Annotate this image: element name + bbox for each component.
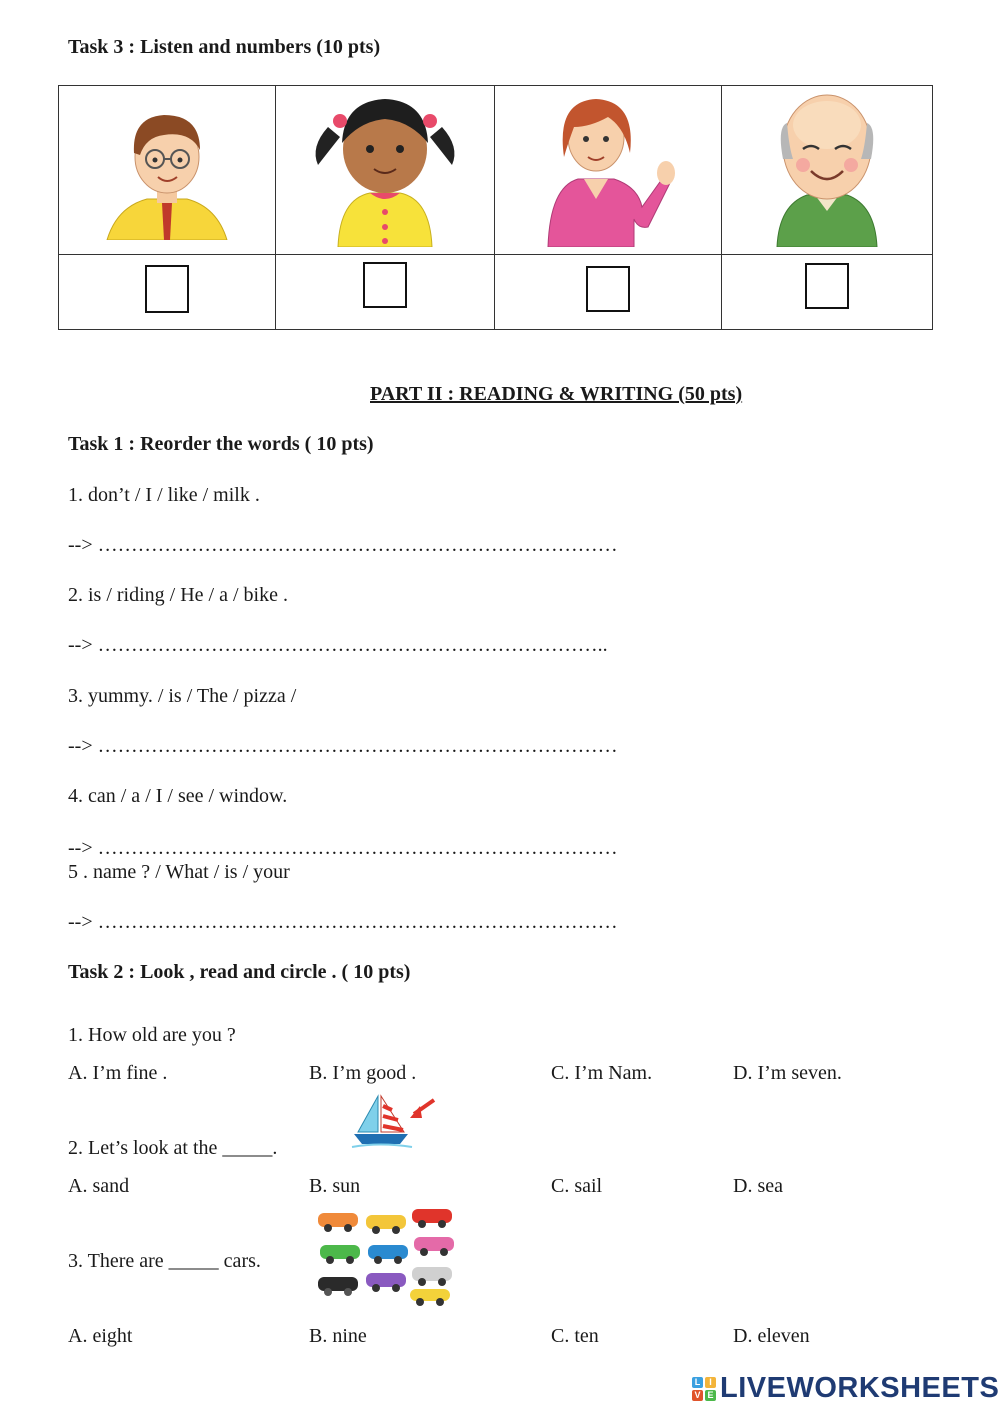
car-icon: [366, 1273, 406, 1292]
liveworksheets-logo-text: LIVEWORKSHEETS: [720, 1372, 1000, 1404]
sailboat-picture: [350, 1092, 440, 1150]
boy-with-glasses-picture: [102, 95, 232, 240]
task1-prompt-3: 3. yummy. / is / The / pizza /: [68, 685, 297, 707]
task1-answer-line-4[interactable]: --> ……………………………………………………………………: [68, 837, 618, 859]
cars-picture: [314, 1205, 459, 1307]
liveworksheets-logo-icon: L I V E: [692, 1377, 716, 1401]
task2-q3-option-b[interactable]: B. nine: [309, 1325, 367, 1347]
task1-answer-line-3[interactable]: --> ……………………………………………………………………: [68, 735, 618, 757]
answer-cell-1: [59, 255, 276, 330]
task2-question-1: 1. How old are you ?: [68, 1024, 236, 1046]
answer-box[interactable]: [805, 263, 849, 309]
grandfather-picture: [767, 87, 887, 247]
task1-prompt-1: 1. don’t / I / like / milk .: [68, 484, 260, 506]
answer-cell-3: [495, 255, 722, 330]
answer-cell-2: [276, 255, 495, 330]
task2-q2-option-a[interactable]: A. sand: [68, 1175, 130, 1197]
picture-cell-3: [495, 86, 722, 255]
car-icon: [320, 1245, 360, 1264]
car-icon: [366, 1215, 406, 1234]
girl-with-pigtails-picture: [310, 87, 460, 247]
picture-cell-2: [276, 86, 495, 255]
task1-title: Task 1 : Reorder the words ( 10 pts): [68, 433, 374, 455]
task2-question-3: 3. There are _____ cars.: [68, 1250, 261, 1272]
task2-q2-option-c[interactable]: C. sail: [551, 1175, 603, 1197]
task1-prompt-5: 5 . name ? / What / is / your: [68, 861, 290, 883]
task2-q2-option-d[interactable]: D. sea: [733, 1175, 783, 1197]
woman-waving-picture: [538, 87, 678, 247]
task1-prompt-2: 2. is / riding / He / a / bike .: [68, 584, 288, 606]
picture-cell-1: [59, 86, 276, 255]
task2-title: Task 2 : Look , read and circle . ( 10 pts): [68, 961, 411, 983]
task2-q3-option-d[interactable]: D. eleven: [733, 1325, 810, 1347]
car-icon: [410, 1289, 450, 1306]
task2-q1-option-d[interactable]: D. I’m seven.: [733, 1062, 842, 1084]
task2-question-2: 2. Let’s look at the _____.: [68, 1137, 278, 1159]
part2-title: PART II : READING & WRITING (50 pts): [370, 383, 743, 405]
task2-q3-option-c[interactable]: C. ten: [551, 1325, 599, 1347]
task2-q3-option-a[interactable]: A. eight: [68, 1325, 133, 1347]
liveworksheets-logo: [692, 1372, 999, 1405]
task2-q1-option-c[interactable]: C. I’m Nam.: [551, 1062, 653, 1084]
answer-cell-4: [722, 255, 933, 330]
car-icon: [318, 1213, 358, 1232]
car-icon: [412, 1267, 452, 1286]
task3-title: Task 3 : Listen and numbers (10 pts): [68, 36, 381, 58]
task2-q1-option-a[interactable]: A. I’m fine .: [68, 1062, 168, 1084]
answer-box[interactable]: [586, 266, 630, 312]
picture-cell-4: [722, 86, 933, 255]
car-icon: [412, 1209, 452, 1228]
task1-prompt-4: 4. can / a / I / see / window.: [68, 785, 288, 807]
answer-box[interactable]: [363, 262, 407, 308]
car-icon: [318, 1277, 358, 1296]
task1-answer-line-5[interactable]: --> ……………………………………………………………………: [68, 911, 618, 933]
task2-q1-option-b[interactable]: B. I’m good .: [309, 1062, 417, 1084]
task1-answer-line-2[interactable]: --> …………………………………………………………………..: [68, 634, 608, 656]
task1-answer-line-1[interactable]: --> ……………………………………………………………………: [68, 534, 618, 556]
car-icon: [368, 1245, 408, 1264]
answer-box[interactable]: [145, 265, 189, 313]
picture-table: [58, 85, 933, 330]
car-icon: [414, 1237, 454, 1256]
task2-q2-option-b[interactable]: B. sun: [309, 1175, 361, 1197]
